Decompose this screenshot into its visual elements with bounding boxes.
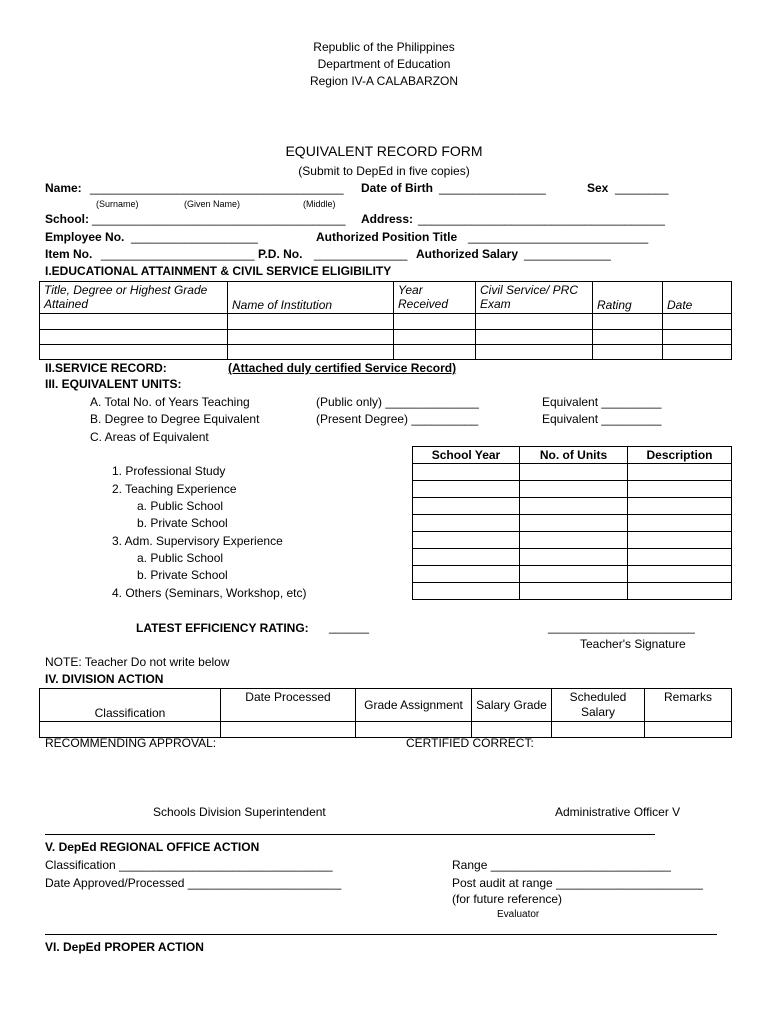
given-name-hint: (Given Name)	[184, 199, 241, 209]
table-cell[interactable]	[228, 345, 394, 360]
division-col-salary-grade: Salary Grade	[472, 689, 552, 722]
division-action-table	[39, 688, 732, 738]
units-col-no-units: No. of Units	[520, 447, 628, 464]
table-cell[interactable]	[552, 722, 645, 738]
service-record-note: (Attached duly certified Service Record)	[228, 361, 457, 375]
table-row	[40, 345, 732, 360]
surname-hint: (Surname)	[96, 199, 139, 209]
degree-equivalent-label: B. Degree to Degree Equivalent	[90, 412, 260, 426]
table-cell[interactable]	[40, 314, 228, 330]
division-col-remarks: Remarks	[645, 689, 732, 722]
section4-heading: IV. DIVISION ACTION	[45, 672, 164, 686]
years-teaching-field[interactable]: (Public only) ______________	[316, 395, 479, 409]
section1-heading: I.EDUCATIONAL ATTAINMENT & CIVIL SERVICE ELIGIBILITY	[45, 264, 392, 278]
list-item: b. Private School	[137, 568, 228, 582]
dob-field[interactable]: ________________	[439, 181, 546, 195]
table-cell[interactable]	[40, 330, 228, 345]
table-cell[interactable]	[476, 314, 593, 330]
school-label: School:	[45, 212, 89, 226]
range-field[interactable]: Range ___________________________	[452, 858, 671, 872]
list-item: 3. Adm. Supervisory Experience	[112, 534, 283, 548]
table-row	[413, 532, 732, 549]
employee-no-label: Employee No.	[45, 230, 125, 244]
table-cell[interactable]	[413, 583, 520, 600]
degree-equivalent-equivalent[interactable]: Equivalent _________	[542, 412, 662, 426]
table-row	[413, 515, 732, 532]
sex-label: Sex	[587, 181, 609, 195]
header-region: Region IV-A CALABARZON	[309, 74, 459, 88]
table-cell[interactable]	[593, 345, 663, 360]
table-cell[interactable]	[520, 566, 628, 583]
employee-no-field[interactable]: ___________________	[131, 230, 258, 244]
education-table	[39, 281, 732, 360]
table-cell[interactable]	[593, 330, 663, 345]
table-cell[interactable]	[520, 464, 628, 481]
table-cell[interactable]	[520, 549, 628, 566]
header-department: Department of Education	[317, 57, 451, 71]
table-cell[interactable]	[413, 566, 520, 583]
division-header-row	[40, 689, 732, 722]
dob-label: Date of Birth	[361, 181, 433, 195]
table-cell[interactable]	[645, 722, 732, 738]
table-cell[interactable]	[413, 498, 520, 515]
list-item: 4. Others (Seminars, Workshop, etc)	[112, 586, 307, 600]
table-cell[interactable]	[394, 345, 476, 360]
certified-correct-label: CERTIFIED CORRECT:	[406, 736, 534, 750]
education-header-row	[40, 282, 732, 314]
form-subtitle: (Submit to DepEd in five copies)	[298, 164, 470, 178]
areas-equivalent-label: C. Areas of Equivalent	[90, 430, 209, 444]
signature-line[interactable]: ______________________	[548, 620, 695, 634]
header-republic: Republic of the Philippines	[313, 40, 455, 54]
table-cell[interactable]	[228, 330, 394, 345]
table-cell[interactable]	[413, 481, 520, 498]
table-cell[interactable]	[663, 330, 732, 345]
table-cell[interactable]	[628, 481, 732, 498]
middle-name-hint: (Middle)	[303, 199, 336, 209]
divider-line	[45, 834, 655, 835]
list-item: 1. Professional Study	[112, 464, 226, 478]
table-cell[interactable]	[520, 532, 628, 549]
divider-line	[45, 934, 717, 935]
name-label: Name:	[45, 181, 82, 195]
education-col-title: Title, Degree or Highest Grade Attained	[40, 282, 228, 314]
authorized-salary-label: Authorized Salary	[416, 247, 519, 261]
section6-heading: VI. DepEd PROPER ACTION	[45, 940, 204, 954]
table-cell[interactable]	[413, 464, 520, 481]
authorized-salary-field[interactable]: _____________	[524, 247, 611, 261]
table-cell[interactable]	[663, 314, 732, 330]
list-item: a. Public School	[137, 499, 224, 513]
division-col-scheduled-salary: Scheduled Salary	[552, 689, 645, 722]
table-cell[interactable]	[520, 583, 628, 600]
list-item: b. Private School	[137, 516, 228, 530]
recommending-approval-label: RECOMMENDING APPROVAL:	[45, 736, 217, 750]
division-col-classification: Classification	[40, 689, 221, 722]
note-text: NOTE: Teacher Do not write below	[45, 655, 230, 669]
table-row	[413, 464, 732, 481]
position-title-field[interactable]: ___________________________	[468, 230, 649, 244]
units-table	[412, 446, 732, 600]
education-col-rating: Rating	[593, 282, 663, 314]
pd-no-field[interactable]: ______________	[314, 247, 408, 261]
years-teaching-equivalent[interactable]: Equivalent _________	[542, 395, 662, 409]
efficiency-rating-label: LATEST EFFICIENCY RATING:	[136, 621, 309, 635]
units-col-school-year: School Year	[413, 447, 520, 464]
education-col-institution: Name of Institution	[228, 282, 394, 314]
table-row	[413, 481, 732, 498]
education-col-date: Date	[663, 282, 732, 314]
table-row	[413, 549, 732, 566]
table-cell[interactable]	[628, 532, 732, 549]
future-reference-label: (for future reference)	[452, 892, 563, 906]
table-cell[interactable]	[413, 532, 520, 549]
post-audit-field[interactable]: Post audit at range ______________________	[452, 876, 703, 890]
table-cell[interactable]	[520, 481, 628, 498]
table-cell[interactable]	[476, 345, 593, 360]
education-col-year: Year Received	[394, 282, 476, 314]
table-cell[interactable]	[40, 345, 228, 360]
table-cell[interactable]	[628, 498, 732, 515]
degree-equivalent-field[interactable]: (Present Degree) __________	[316, 412, 479, 426]
table-cell[interactable]	[413, 515, 520, 532]
address-field[interactable]: _____________________________________	[418, 212, 665, 226]
evaluator-label: Evaluator	[497, 909, 540, 920]
efficiency-rating-field[interactable]: ______	[329, 620, 370, 634]
table-row	[413, 566, 732, 583]
table-cell[interactable]	[520, 498, 628, 515]
section5-heading: V. DepEd REGIONAL OFFICE ACTION	[45, 840, 260, 854]
table-row	[40, 330, 732, 345]
table-cell[interactable]	[663, 345, 732, 360]
units-header-row	[413, 447, 732, 464]
admin-officer-label: Administrative Officer V	[555, 805, 681, 819]
list-item: 2. Teaching Experience	[112, 482, 237, 496]
table-cell[interactable]	[628, 583, 732, 600]
table-cell[interactable]	[228, 314, 394, 330]
years-teaching-label: A. Total No. of Years Teaching	[90, 395, 250, 409]
table-cell[interactable]	[628, 566, 732, 583]
regional-classification-field[interactable]: Classification ________________________________	[45, 858, 333, 872]
table-cell[interactable]	[628, 549, 732, 566]
table-cell[interactable]	[221, 722, 356, 738]
item-no-label: Item No.	[45, 247, 93, 261]
table-row	[413, 498, 732, 515]
units-col-description: Description	[628, 447, 732, 464]
table-cell[interactable]	[476, 330, 593, 345]
list-item: a. Public School	[137, 551, 224, 565]
item-no-field[interactable]: _______________________	[101, 247, 255, 261]
table-cell[interactable]	[394, 330, 476, 345]
table-cell[interactable]	[593, 314, 663, 330]
form-title: EQUIVALENT RECORD FORM	[285, 143, 483, 159]
table-row	[40, 314, 732, 330]
section2-heading: II.SERVICE RECORD:	[45, 361, 167, 375]
table-row	[413, 583, 732, 600]
pd-no-label: P.D. No.	[258, 247, 303, 261]
table-cell[interactable]	[394, 314, 476, 330]
name-field[interactable]: ______________________________________	[90, 181, 344, 195]
position-title-label: Authorized Position Title	[316, 230, 458, 244]
address-label: Address:	[361, 212, 414, 226]
education-col-exam: Civil Service/ PRC Exam	[476, 282, 593, 314]
table-cell[interactable]	[413, 549, 520, 566]
table-cell[interactable]	[628, 464, 732, 481]
sex-field[interactable]: ________	[615, 181, 669, 195]
table-cell[interactable]	[628, 515, 732, 532]
superintendent-label: Schools Division Superintendent	[153, 805, 326, 819]
school-field[interactable]: ______________________________________	[92, 212, 346, 226]
signature-label: Teacher's Signature	[580, 637, 686, 651]
date-approved-field[interactable]: Date Approved/Processed _______________________	[45, 876, 342, 890]
division-col-date-processed: Date Processed	[221, 689, 356, 722]
table-cell[interactable]	[520, 515, 628, 532]
section3-heading: III. EQUIVALENT UNITS:	[45, 377, 182, 391]
division-col-grade: Grade Assignment	[356, 689, 472, 722]
